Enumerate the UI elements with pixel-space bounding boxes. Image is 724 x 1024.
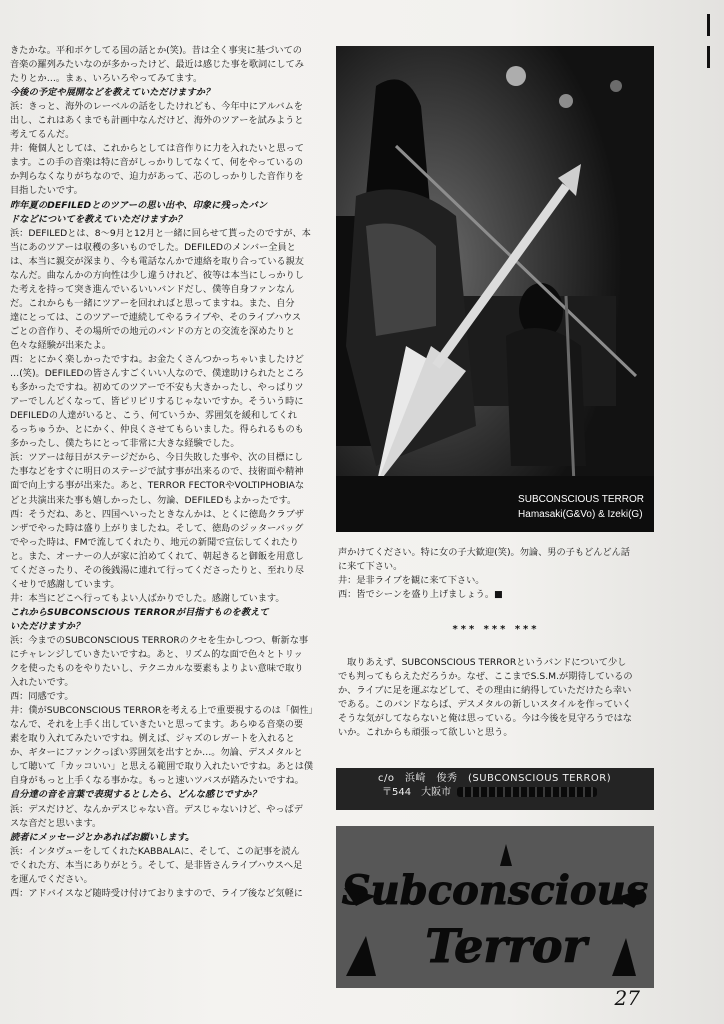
interview-answer: 浜：インタヴューをしてくれたKABBALAに、そして、この記事を読ん でくれた方、本当にありがとう。そして、是非皆さんライブハウスへ足 を運んでください。 西：アドバイスなど随時受け付けておりますので、ライブ後など気軽に (10, 845, 303, 899)
interview-answer: きたかな。平和ボケしてる国の話とか(笑)。昔は全く事実に基づいての 音楽の羅列みたいなのが多かったけど、最近は感じた事を歌詞にしてみ たりとか…。まぁ、いろいろやってみてます。 (10, 45, 304, 85)
caption-members: Hamasaki(G&Vo) & Izeki(G) (518, 509, 643, 520)
redacted-address (457, 787, 597, 797)
page-edge-mark (707, 46, 710, 68)
interview-question: これからSUBCONSCIOUS TERRORが目指すものを教えて いただけますか？ (10, 606, 269, 632)
caption-band-name: SUBCONSCIOUS TERROR (518, 494, 644, 505)
interview-answer: 浜：今までのSUBCONSCIOUS TERRORのクセを生かしつつ、斬新な事 にチャレンジしていきたいですね。あと、リズム的な面で色々とトリッ クを使ったものをやりたいし、テクニカルな要素もよりよい意味で取り 入れたいです。 西：同感です。 井：僕がSUBCONSCIOUS TERRORを考える上で重要視するのは「個性」 なんで、それを上手く出していきたいと思ってます。あらゆる音楽の要 素を取り入れてみたいですね。例えば、ジャズのレガートを入れると か、ギターにファンクっぽい雰囲気を出すとか…。勿論、デスメタルと して聴いて「カッコいい」と思える範囲で取り入れたいですね。あとは僕 自身がもっと上手くなる事かな。もっと速いツバスが踏みたいですね。 (10, 634, 318, 787)
interview-answer: 浜：DEFILEDとは、8〜9月と12月と一緒に回らせて貰ったのですが、本 当にあのツアーは収穫の多いものでした。DEFILEDのメンバー全員と は、本当に親交が深まり、今も電話なんかで連絡を取り合っている親友 なんだ。曲なんかの方向性は少し違うけれど、彼等は本当にしっかりし た考えを持って突き進んでいるいいバンドだし、僕等自身ファンなん だ。これからも一緒にツアーを回れればと思ってますね。また、自分 達にとっては、このツアーで連続してやるライブや、そのライブハウス ごとの音作り、その場所での地元のバンドの方との交流を深めたりと 色々な経験が出来たよ。 西：とにかく楽しかったですね。お金たくさんつかっちゃいましたけど …(笑)。DEFILEDの皆さんすごくいい人なので、僕達助けられたところ も多かったですね。初めてのツアーで不安も大きかったし、やっぱりツ アーでしんどくなって、皆ピリピリするじゃないですか。そういう時に DEFILEDの人達がいると、こう、何ていうか、雰囲気を緩和してくれ るっちゅうか、とにかく、仲良くさせてもらいました。得られるものも 多かったし、僕たちにとって非常に大きな経験でした。 浜：ツアーは毎日がステージだから、今日失敗した事や、次の目標にし た事などをすぐに明日のステージで試す事が出来るので、技術面や精神 面で向上する事が出来た。あと、TERROR FECTORやVOLTIPHOBIAな どと共演出来た事も嬉しかったし、勿論、DEFILEDもよかったです。 西：そうだね、あと、四国へいったときなんかは、とくに徳島クラブザ ンザでやった時は盛り上がりましたね。そして、徳島のジッターバッグ でやった時は、FMで流してくれたり、地元の新聞で宣伝してくれたり と。また、オーナーの人が家に泊めてくれて、朝起きると御飯を用意し てくださったり、その後銭湯に連れて行ってくださったりと、至れり尽 くせりで感謝しています。 井：本当にどこへ行ってもよい人ばかりでした。感謝しています。 (10, 227, 311, 604)
contact-address (336, 786, 654, 800)
section-separator: *** *** *** (452, 624, 540, 635)
contact-name: c/o 浜崎 俊秀 (SUBCONSCIOUS TERROR) (378, 773, 612, 784)
interview-question: 自分達の音を言葉で表現するとしたら、どんな感じですか？ (10, 789, 261, 801)
band-logo (336, 826, 654, 988)
contact-box (336, 768, 654, 810)
interview-continuation (338, 546, 654, 602)
interview-answer: 浜：デスだけど、なんかデスじゃない音。デスじゃないけど、やっぱデ スな音だと思います。 (10, 803, 303, 829)
interview-question: 昨年夏のDEFILEDとのツアーの思い出や、印象に残ったバン ドなどについてを教えていただけますか？ (10, 199, 268, 225)
interview-left-column (10, 44, 326, 901)
contact-address-text: 〒544 大阪市 (382, 787, 452, 798)
closing-paragraph-block (338, 656, 654, 740)
page-edge-mark (707, 14, 710, 36)
interview-closing-answers: 声かけてください。特に女の子大歓迎(笑)。勿論、男の子もどんどん話 に来て下さい。 井：是非ライブを観に来て下さい。 西：皆でシーンを盛り上げましょう。■ (338, 547, 630, 601)
logo-word-bottom: Terror (425, 919, 587, 973)
interview-question: 読者にメッセージとかあればお願いします。 (10, 831, 195, 843)
photo-caption (518, 492, 644, 522)
page-number: 27 (614, 986, 640, 1010)
logo-word-top: Subconscious (341, 867, 649, 914)
interview-question: 今後の予定や展開などを教えていただけますか？ (10, 87, 215, 99)
band-logo-illustration (336, 826, 654, 988)
closing-paragraph: 取りあえず、SUBCONSCIOUS TERRORというバンドについて少し でも判ってもらえただろうか。なぜ、ここまでS.S.M.が期待しているの か、ライブに足を運ぶなどして、その理由に納得していただけたら幸い である。このバンドならば、デスメタルの新しいスタイルを作っていく そうな気がしてならないと俺は思っている。今は今後を見守ろうではな いか。これからも頑張って欲しいと思う。 (338, 657, 633, 739)
band-live-photo (336, 46, 654, 532)
interview-answer: 浜：きっと、海外のレーベルの話をしたけれども、今年中にアルバムを 出し、これはあくまでも計画中なんだけど、海外のツアーを試みようと 考えてるんだ。 井：俺個人としては、これからとしては音作りに力を入れたいと思って ます。この手の音楽は特に音がしっかりしてなくて、何をやっているの か判らなくなりがちなので、迫力があって、芯のしっかりした音作りを 目指したいです。 (10, 101, 304, 197)
guitarist-photo-illustration (336, 46, 654, 532)
